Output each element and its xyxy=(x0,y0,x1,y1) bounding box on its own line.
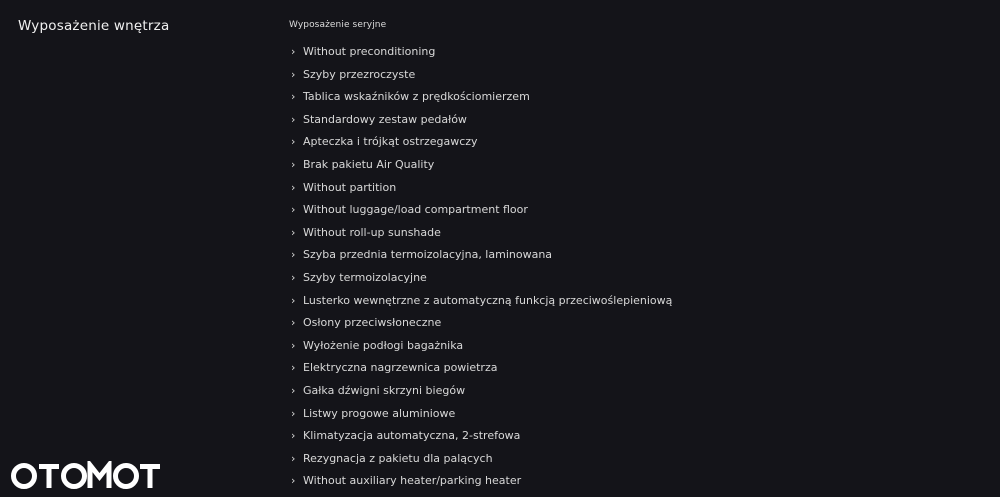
equipment-item-label: Without partition xyxy=(303,180,397,194)
chevron-right-icon: › xyxy=(291,157,296,171)
chevron-right-icon: › xyxy=(291,180,296,194)
otomoto-logo xyxy=(10,459,172,493)
equipment-item-label: Listwy progowe aluminiowe xyxy=(303,406,456,420)
chevron-right-icon: › xyxy=(291,225,296,239)
equipment-item-label: Without auxiliary heater/parking heater xyxy=(303,474,522,488)
list-item xyxy=(289,222,979,245)
equipment-item-label: Without luggage/load compartment floor xyxy=(303,203,528,217)
list-item xyxy=(289,448,979,471)
list-item xyxy=(289,41,979,64)
chevron-right-icon: › xyxy=(291,316,296,330)
equipment-item-label: Lusterko wewnętrzne z automatyczną funkcją przeciwoślepieniową xyxy=(303,293,673,307)
chevron-right-icon: › xyxy=(291,45,296,58)
equipment-item-label: Szyby przezroczyste xyxy=(303,67,416,81)
chevron-right-icon: › xyxy=(291,90,296,104)
list-item xyxy=(289,357,979,380)
equipment-item-label: Brak pakietu Air Quality xyxy=(303,157,435,171)
list-item xyxy=(289,267,979,290)
chevron-right-icon: › xyxy=(291,429,296,443)
list-item xyxy=(289,470,979,493)
chevron-right-icon: › xyxy=(291,270,296,284)
list-item xyxy=(289,380,979,403)
standard-equipment-subheader: Wyposażenie seryjne xyxy=(289,20,387,30)
equipment-item-label: Without roll-up sunshade xyxy=(303,225,441,239)
list-item xyxy=(289,425,979,448)
chevron-right-icon: › xyxy=(291,67,296,81)
standard-equipment-panel xyxy=(289,20,979,493)
list-item xyxy=(289,64,979,87)
otomoto-logo-icon xyxy=(10,461,172,491)
chevron-right-icon: › xyxy=(291,248,296,262)
list-item xyxy=(289,403,979,426)
list-item xyxy=(289,199,979,222)
chevron-right-icon: › xyxy=(291,293,296,307)
equipment-item-label: Standardowy zestaw pedałów xyxy=(303,112,467,126)
equipment-item-label: Szyba przednia termoizolacyjna, laminowana xyxy=(303,248,553,262)
equipment-item-label: Osłony przeciwsłoneczne xyxy=(303,316,442,330)
chevron-right-icon: › xyxy=(291,383,296,397)
list-item xyxy=(289,154,979,177)
equipment-item-label: Gałka dźwigni skrzyni biegów xyxy=(303,383,466,397)
chevron-right-icon: › xyxy=(291,135,296,149)
equipment-item-label: Szyby termoizolacyjne xyxy=(303,270,427,284)
chevron-right-icon: › xyxy=(291,112,296,126)
equipment-item-label: Tablica wskaźników z prędkościomierzem xyxy=(303,90,530,104)
equipment-item-label: Elektryczna nagrzewnica powietrza xyxy=(303,361,498,375)
standard-equipment-list xyxy=(289,41,979,493)
list-item xyxy=(289,86,979,109)
chevron-right-icon: › xyxy=(291,203,296,217)
list-item xyxy=(289,131,979,154)
list-item xyxy=(289,290,979,313)
equipment-item-label: Wyłożenie podłogi bagażnika xyxy=(303,338,464,352)
equipment-item-label: Rezygnacja z pakietu dla palących xyxy=(303,451,493,465)
list-item xyxy=(289,244,979,267)
chevron-right-icon: › xyxy=(291,406,296,420)
chevron-right-icon: › xyxy=(291,474,296,488)
equipment-item-label: Apteczka i trójkąt ostrzegawczy xyxy=(303,135,478,149)
chevron-right-icon: › xyxy=(291,451,296,465)
chevron-right-icon: › xyxy=(291,338,296,352)
equipment-item-label: Klimatyzacja automatyczna, 2-strefowa xyxy=(303,429,521,443)
equipment-item-label: Without preconditioning xyxy=(303,45,436,58)
list-item xyxy=(289,335,979,358)
chevron-right-icon: › xyxy=(291,361,296,375)
list-item xyxy=(289,312,979,335)
list-item xyxy=(289,177,979,200)
list-item xyxy=(289,109,979,132)
section-title: Wyposażenie wnętrza xyxy=(18,18,170,34)
